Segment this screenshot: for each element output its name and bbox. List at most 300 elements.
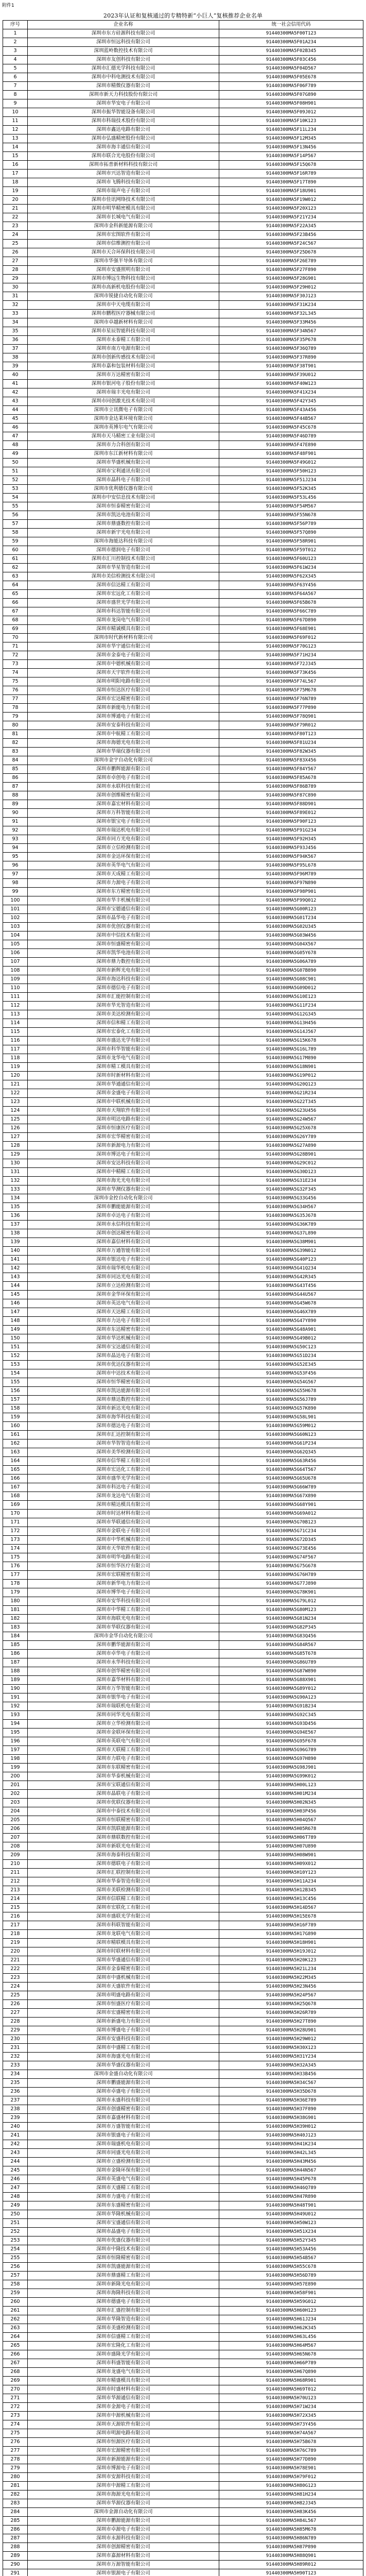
company-name-cell: 深圳市力达电子有限公司 xyxy=(28,1317,219,1326)
serial-number-cell: 150 xyxy=(3,1334,28,1343)
table-row xyxy=(3,958,363,967)
table-row xyxy=(3,1755,363,1764)
serial-number-cell: 90 xyxy=(3,809,28,818)
credit-code-cell: 91440300MA5F31K234 xyxy=(219,301,363,310)
table-row xyxy=(3,2123,363,2131)
company-name-cell: 深圳市卓源电子有限公司 xyxy=(28,2526,219,2534)
serial-number-cell: 230 xyxy=(3,2035,28,2044)
company-name-cell: 深圳市恒联精密有限公司 xyxy=(28,1816,219,1825)
table-row xyxy=(3,818,363,826)
serial-number-cell: 158 xyxy=(3,1404,28,1413)
table-row xyxy=(3,2184,363,2193)
table-row xyxy=(3,1842,363,1851)
credit-code-cell: 91440300MA5H13C456 xyxy=(219,1895,363,1904)
table-row xyxy=(3,2193,363,2201)
serial-number-cell: 23 xyxy=(3,222,28,231)
credit-code-cell: 91440300MA5G39N012 xyxy=(219,1247,363,1256)
company-name-cell: 深圳市华隆智造有限公司 xyxy=(28,2315,219,2324)
company-name-cell: 深圳市中科电测技术有限公司 xyxy=(28,73,219,82)
serial-number-cell: 134 xyxy=(3,1194,28,1203)
serial-number-cell: 165 xyxy=(3,1466,28,1475)
table-row xyxy=(3,870,363,879)
serial-number-cell: 163 xyxy=(3,1448,28,1457)
company-name-cell: 深圳市华宇通信有限公司 xyxy=(28,642,219,651)
table-row xyxy=(3,213,363,222)
credit-code-cell: 91440300MA5H32A345 xyxy=(219,2061,363,2070)
credit-code-cell: 91440300MA5F45C678 xyxy=(219,423,363,432)
credit-code-cell: 91440300MA5F39U012 xyxy=(219,371,363,380)
table-row xyxy=(3,642,363,651)
table-row xyxy=(3,275,363,283)
credit-code-cell: 91440300MA5F34N567 xyxy=(219,327,363,336)
credit-code-cell: 91440300MA5G24W567 xyxy=(219,1115,363,1124)
company-name-cell: 深圳市鹏盛能源有限公司 xyxy=(28,2079,219,2088)
company-name-cell: 深圳市金达环保有限公司 xyxy=(28,853,219,861)
serial-number-cell: 202 xyxy=(3,1790,28,1799)
document-title: 2023年认证和复核通过的专精特新“小巨人”复核推荐企业名单 xyxy=(103,12,263,19)
company-name-cell: 深圳市恒源医疗有限公司 xyxy=(28,2438,219,2447)
company-name-cell: 深圳市金联电子有限公司 xyxy=(28,1527,219,1536)
serial-number-cell: 277 xyxy=(3,2447,28,2455)
credit-code-cell: 91440300MA5H01M234 xyxy=(219,1790,363,1799)
credit-code-cell: 91440300MA5G05Y678 xyxy=(219,949,363,958)
table-row xyxy=(3,2245,363,2254)
serial-number-cell: 276 xyxy=(3,2438,28,2447)
credit-code-cell: 91440300MA5H42L345 xyxy=(219,2149,363,2158)
serial-number-cell: 84 xyxy=(3,756,28,765)
company-name-cell: 深圳市海联光电有限公司 xyxy=(28,1615,219,1623)
table-row xyxy=(3,2079,363,2088)
company-name-cell: 深圳市晶华电子有限公司 xyxy=(28,914,219,923)
serial-number-cell: 66 xyxy=(3,599,28,607)
company-name-cell: 深圳市中泰技术有限公司 xyxy=(28,1807,219,1816)
table-row xyxy=(3,739,363,748)
company-name-cell: 深圳市银盛电子有限公司 xyxy=(28,2131,219,2140)
company-name-cell: 深圳市新盛电力有限公司 xyxy=(28,2018,219,2026)
company-name-cell: 深圳市科达智能有限公司 xyxy=(28,607,219,616)
company-name-cell: 深圳市嘉宏材料有限公司 xyxy=(28,800,219,809)
serial-number-cell: 127 xyxy=(3,1133,28,1142)
credit-code-cell: 91440300MA5F06F789 xyxy=(219,82,363,91)
credit-code-cell: 91440300MA5H08W901 xyxy=(219,1851,363,1860)
company-name-cell: 深圳市鹏程医疗器械有限公司 xyxy=(28,310,219,318)
credit-code-cell: 91440300MA5G64T567 xyxy=(219,1466,363,1475)
serial-number-cell: 196 xyxy=(3,1737,28,1746)
table-body xyxy=(3,29,363,2576)
serial-number-cell: 252 xyxy=(3,2228,28,2236)
company-name-cell: 深圳市优联仪器有限公司 xyxy=(28,1799,219,1807)
serial-number-cell: 44 xyxy=(3,406,28,415)
company-name-cell: 深圳市华盛通信有限公司 xyxy=(28,1956,219,1965)
company-name-cell: 深圳市宏联化工有限公司 xyxy=(28,1904,219,1912)
table-row xyxy=(3,537,363,546)
company-name-cell: 深圳市晶盛电子有限公司 xyxy=(28,2228,219,2236)
serial-number-cell: 143 xyxy=(3,1273,28,1282)
credit-code-cell: 91440300MA5G84R567 xyxy=(219,1641,363,1650)
company-name-cell: 深圳市恒康医疗有限公司 xyxy=(28,1124,219,1133)
serial-number-cell: 33 xyxy=(3,310,28,318)
company-name-cell: 深圳市华泰智造有限公司 xyxy=(28,1877,219,1886)
credit-code-cell: 91440300MA5F67D890 xyxy=(219,616,363,625)
table-row xyxy=(3,2026,363,2035)
table-row xyxy=(3,1273,363,1282)
credit-code-cell: 91440300MA5H26R789 xyxy=(219,2009,363,2018)
serial-number-cell: 64 xyxy=(3,581,28,590)
credit-code-cell: 91440300MA5G47Y890 xyxy=(219,1317,363,1326)
serial-number-cell: 83 xyxy=(3,748,28,756)
credit-code-cell: 91440300MA5F44B567 xyxy=(219,415,363,423)
serial-number-cell: 260 xyxy=(3,2298,28,2307)
serial-number-cell: 235 xyxy=(3,2079,28,2088)
company-name-cell: 深圳市明华精密模具有限公司 xyxy=(28,205,219,213)
company-name-cell: 深圳市瑞联机电有限公司 xyxy=(28,1702,219,1711)
serial-number-cell: 4 xyxy=(3,56,28,64)
company-name-cell: 深圳市嘉盛材料有限公司 xyxy=(28,2114,219,2123)
serial-number-cell: 128 xyxy=(3,1142,28,1150)
table-row xyxy=(3,1536,363,1545)
table-row xyxy=(3,1869,363,1877)
company-name-cell: 深圳市佳讯网络技术有限公司 xyxy=(28,196,219,205)
credit-code-cell: 91440300MA5H16F789 xyxy=(219,1921,363,1930)
company-name-cell: 深圳市海华科技有限公司 xyxy=(28,1413,219,1422)
credit-code-cell: 91440300MA5H10Y123 xyxy=(219,1869,363,1877)
serial-number-cell: 234 xyxy=(3,2070,28,2079)
table-row xyxy=(3,1378,363,1387)
company-name-cell: 深圳市龙盛电气有限公司 xyxy=(28,2368,219,2377)
table-row xyxy=(3,2412,363,2420)
serial-number-cell: 237 xyxy=(3,2096,28,2105)
table-row xyxy=(3,1545,363,1553)
company-name-cell: 深圳市新天力科技股份有限公司 xyxy=(28,91,219,99)
serial-number-cell: 156 xyxy=(3,1387,28,1396)
credit-code-cell: 91440300MA5G81N234 xyxy=(219,1615,363,1623)
table-row xyxy=(3,2166,363,2175)
serial-number-cell: 153 xyxy=(3,1361,28,1369)
company-name-cell: 深圳市友创科技有限公司 xyxy=(28,56,219,64)
serial-number-cell: 195 xyxy=(3,1728,28,1737)
table-row xyxy=(3,1956,363,1965)
credit-code-cell: 91440300MA5G62Q345 xyxy=(219,1448,363,1457)
serial-number-cell: 111 xyxy=(3,993,28,1002)
table-row xyxy=(3,677,363,686)
company-name-cell: 深圳市嘉源材料有限公司 xyxy=(28,2552,219,2561)
company-name-cell: 深圳市中华机械有限公司 xyxy=(28,1536,219,1545)
credit-code-cell: 91440300MA5H12B345 xyxy=(219,1886,363,1895)
serial-number-cell: 82 xyxy=(3,739,28,748)
table-row xyxy=(3,800,363,809)
credit-code-cell: 91440300MA5F05E678 xyxy=(219,73,363,82)
table-row xyxy=(3,170,363,178)
table-row xyxy=(3,1825,363,1834)
serial-number-cell: 86 xyxy=(3,774,28,783)
serial-number-cell: 207 xyxy=(3,1834,28,1842)
serial-number-cell: 185 xyxy=(3,1641,28,1650)
credit-code-cell: 91440300MA5G26Y789 xyxy=(219,1133,363,1142)
serial-number-cell: 179 xyxy=(3,1588,28,1597)
table-row xyxy=(3,64,363,73)
table-row xyxy=(3,2280,363,2289)
credit-code-cell: 91440300MA5H17G890 xyxy=(219,1930,363,1939)
table-row xyxy=(3,2359,363,2368)
serial-number-cell: 283 xyxy=(3,2499,28,2508)
credit-code-cell: 91440300MA5H37F890 xyxy=(219,2105,363,2114)
company-name-cell: 深圳市美信检测技术有限公司 xyxy=(28,572,219,581)
company-name-cell: 深圳市龙联电气有限公司 xyxy=(28,1930,219,1939)
serial-number-cell: 220 xyxy=(3,1947,28,1956)
credit-code-cell: 91440300MA5F04D567 xyxy=(219,64,363,73)
company-name-cell: 深圳市华源通信有限公司 xyxy=(28,2394,219,2403)
company-name-cell: 深圳市立讯微电子有限公司 xyxy=(28,406,219,415)
serial-number-cell: 85 xyxy=(3,765,28,774)
credit-code-cell: 91440300MA5F77P890 xyxy=(219,704,363,713)
company-name-cell: 深圳市金联环保有限公司 xyxy=(28,1728,219,1737)
serial-number-cell: 21 xyxy=(3,205,28,213)
serial-number-cell: 8 xyxy=(3,91,28,99)
serial-number-cell: 54 xyxy=(3,494,28,502)
company-name-cell: 深圳市万达精密有限公司 xyxy=(28,371,219,380)
table-row xyxy=(3,2131,363,2140)
table-row xyxy=(3,108,363,117)
company-name-cell: 深圳市晶联电子有限公司 xyxy=(28,1790,219,1799)
credit-code-cell: 91440300MA5G72D345 xyxy=(219,1536,363,1545)
serial-number-cell: 238 xyxy=(3,2105,28,2114)
table-row xyxy=(3,1860,363,1869)
serial-number-cell: 81 xyxy=(3,730,28,739)
credit-code-cell: 91440300MA5F54M567 xyxy=(219,502,363,511)
table-row xyxy=(3,1562,363,1571)
credit-code-cell: 91440300MA5F33M456 xyxy=(219,318,363,327)
credit-code-cell: 91440300MA5F78Q901 xyxy=(219,713,363,721)
credit-code-cell: 91440300MA5G12G345 xyxy=(219,1010,363,1019)
table-row xyxy=(3,1475,363,1483)
serial-number-cell: 183 xyxy=(3,1623,28,1632)
credit-code-cell: 91440300MA5H41K234 xyxy=(219,2140,363,2149)
credit-code-cell: 91440300MA5H53A456 xyxy=(219,2245,363,2254)
credit-code-cell: 91440300MA5G53F456 xyxy=(219,1369,363,1378)
company-name-cell: 深圳市信联精工有限公司 xyxy=(28,1895,219,1904)
company-name-cell: 深圳市精联模具有限公司 xyxy=(28,1939,219,1947)
credit-code-cell: 91440300MA5F53L456 xyxy=(219,494,363,502)
credit-code-cell: 91440300MA5G40P123 xyxy=(219,1256,363,1264)
credit-code-cell: 91440300MA5G11F234 xyxy=(219,1002,363,1010)
table-row xyxy=(3,397,363,406)
table-row xyxy=(3,1606,363,1615)
credit-code-cell: 91440300MA5F40W123 xyxy=(219,380,363,388)
table-row xyxy=(3,914,363,923)
serial-number-cell: 154 xyxy=(3,1369,28,1378)
company-name-cell: 深圳市宏源精密有限公司 xyxy=(28,2447,219,2455)
credit-code-cell: 91440300MA5F59T012 xyxy=(219,546,363,555)
serial-number-cell: 284 xyxy=(3,2508,28,2517)
credit-code-cell: 91440300MA5F73K456 xyxy=(219,669,363,677)
credit-code-cell: 91440300MA5H56D789 xyxy=(219,2272,363,2280)
credit-code-cell: 91440300MA5H28U901 xyxy=(219,2026,363,2035)
company-name-cell: 深圳市创盛精密有限公司 xyxy=(28,2105,219,2114)
table-row xyxy=(3,2201,363,2210)
company-name-cell: 深圳市中天电缆有限公司 xyxy=(28,301,219,310)
company-name-cell: 深圳市信和精工有限公司 xyxy=(28,1019,219,1028)
company-name-cell: 深圳市信达精工有限公司 xyxy=(28,581,219,590)
serial-number-cell: 173 xyxy=(3,1536,28,1545)
table-row xyxy=(3,826,363,835)
serial-number-cell: 174 xyxy=(3,1545,28,1553)
serial-number-cell: 216 xyxy=(3,1912,28,1921)
credit-code-cell: 91440300MA5F57Q890 xyxy=(219,529,363,537)
company-name-cell: 深圳市华隆机械有限公司 xyxy=(28,2210,219,2219)
serial-number-cell: 251 xyxy=(3,2219,28,2228)
credit-code-cell: 91440300MA5F10K123 xyxy=(219,117,363,126)
company-name-cell: 深圳市汇联控制有限公司 xyxy=(28,1869,219,1877)
table-row xyxy=(3,940,363,949)
serial-number-cell: 122 xyxy=(3,1089,28,1098)
table-row xyxy=(3,1483,363,1492)
table-row xyxy=(3,345,363,353)
serial-number-cell: 254 xyxy=(3,2245,28,2254)
serial-number-cell: 172 xyxy=(3,1527,28,1536)
serial-number-cell: 285 xyxy=(3,2517,28,2526)
serial-number-cell: 188 xyxy=(3,1667,28,1676)
credit-code-cell: 91440300MA5F55N678 xyxy=(219,511,363,520)
credit-code-cell: 91440300MA5G55H678 xyxy=(219,1387,363,1396)
credit-code-cell: 91440300MA5H15E678 xyxy=(219,1912,363,1921)
table-row xyxy=(3,2526,363,2534)
credit-code-cell: 91440300MA5H19J012 xyxy=(219,1947,363,1956)
table-row xyxy=(3,923,363,931)
serial-number-cell: 141 xyxy=(3,1256,28,1264)
table-row xyxy=(3,2534,363,2543)
company-name-cell: 深圳市鼎盛数控有限公司 xyxy=(28,520,219,529)
table-row xyxy=(3,1448,363,1457)
credit-code-cell: 91440300MA5F83X456 xyxy=(219,756,363,765)
company-name-cell: 深圳市优达仪器有限公司 xyxy=(28,1361,219,1369)
table-row xyxy=(3,993,363,1002)
serial-number-cell: 22 xyxy=(3,213,28,222)
credit-code-cell: 91440300MA5G90A123 xyxy=(219,1693,363,1702)
serial-number-cell: 180 xyxy=(3,1597,28,1606)
serial-number-cell: 108 xyxy=(3,967,28,975)
serial-number-cell: 6 xyxy=(3,73,28,82)
company-name-cell: 深圳市博达电子有限公司 xyxy=(28,1150,219,1159)
company-name-cell: 深圳市东方硅源科技有限公司 xyxy=(28,29,219,38)
serial-number-cell: 100 xyxy=(3,896,28,905)
credit-code-cell: 91440300MA5F26E789 xyxy=(219,257,363,266)
serial-number-cell: 160 xyxy=(3,1422,28,1431)
table-row xyxy=(3,511,363,520)
table-row xyxy=(3,205,363,213)
credit-code-cell: 91440300MA5F68E901 xyxy=(219,625,363,634)
credit-code-cell: 91440300MA5F27F890 xyxy=(219,266,363,275)
table-row xyxy=(3,967,363,975)
company-name-cell: 深圳市中航精工有限公司 xyxy=(28,730,219,739)
serial-number-cell: 3 xyxy=(3,47,28,56)
serial-number-cell: 110 xyxy=(3,984,28,993)
serial-number-cell: 95 xyxy=(3,853,28,861)
credit-code-cell: 91440300MA5F88D901 xyxy=(219,800,363,809)
table-row xyxy=(3,1264,363,1273)
credit-code-cell: 91440300MA5H66P789 xyxy=(219,2359,363,2368)
serial-number-cell: 116 xyxy=(3,1037,28,1045)
serial-number-cell: 121 xyxy=(3,1080,28,1089)
company-name-cell: 深圳市海达科技有限公司 xyxy=(28,975,219,984)
table-row xyxy=(3,1299,363,1308)
credit-code-cell: 91440300MA5G52E345 xyxy=(219,1361,363,1369)
credit-code-cell: 91440300MA5F71H234 xyxy=(219,651,363,660)
serial-number-cell: 136 xyxy=(3,1212,28,1221)
credit-code-cell: 91440300MA5F03C456 xyxy=(219,56,363,64)
serial-number-cell: 261 xyxy=(3,2307,28,2315)
table-row xyxy=(3,1711,363,1720)
table-row xyxy=(3,1632,363,1641)
company-name-cell: 深圳市英博尔电气有限公司 xyxy=(28,423,219,432)
serial-number-cell: 14 xyxy=(3,143,28,152)
table-row xyxy=(3,240,363,248)
table-row xyxy=(3,1799,363,1807)
company-name-cell: 深圳市海泰科技有限公司 xyxy=(28,1851,219,1860)
table-row xyxy=(3,1203,363,1212)
company-name-cell: 深圳市恒达医疗有限公司 xyxy=(28,686,219,695)
table-row xyxy=(3,2342,363,2350)
credit-code-cell: 91440300MA5G59M012 xyxy=(219,1422,363,1431)
company-name-cell: 深圳市晶达电子有限公司 xyxy=(28,1352,219,1361)
company-name-cell: 深圳市星辰智能科技有限公司 xyxy=(28,327,219,336)
table-row xyxy=(3,266,363,275)
table-row xyxy=(3,2490,363,2499)
serial-number-cell: 208 xyxy=(3,1842,28,1851)
table-row xyxy=(3,1107,363,1115)
serial-number-cell: 270 xyxy=(3,2385,28,2394)
table-row xyxy=(3,1720,363,1728)
company-name-cell: 深圳市盛隆光学有限公司 xyxy=(28,2350,219,2359)
company-name-cell: 深圳市英达电气有限公司 xyxy=(28,1299,219,1308)
credit-code-cell: 91440300MA5F35P678 xyxy=(219,336,363,345)
serial-number-cell: 290 xyxy=(3,2561,28,2569)
table-row xyxy=(3,1002,363,1010)
table-row xyxy=(3,1352,363,1361)
company-name-cell: 深圳市汇达控制有限公司 xyxy=(28,1431,219,1439)
table-row xyxy=(3,82,363,91)
credit-code-cell: 91440300MA5G83Q456 xyxy=(219,1632,363,1641)
credit-code-cell: 91440300MA5G44U567 xyxy=(219,1291,363,1299)
credit-code-cell: 91440300MA5H71W234 xyxy=(219,2403,363,2412)
serial-number-cell: 204 xyxy=(3,1807,28,1816)
table-row xyxy=(3,1693,363,1702)
serial-number-cell: 124 xyxy=(3,1107,28,1115)
company-name-cell: 深圳市天盛精工有限公司 xyxy=(28,2184,219,2193)
serial-number-cell: 214 xyxy=(3,1895,28,1904)
table-row xyxy=(3,1764,363,1772)
credit-code-cell: 91440300MA5F58R901 xyxy=(219,537,363,546)
credit-code-cell: 91440300MA5F43A456 xyxy=(219,406,363,415)
serial-number-cell: 139 xyxy=(3,1238,28,1247)
credit-code-cell: 91440300MA5G43T456 xyxy=(219,1282,363,1291)
table-row xyxy=(3,1553,363,1562)
company-name-cell: 深圳市同盛光电有限公司 xyxy=(28,2149,219,2158)
serial-number-cell: 171 xyxy=(3,1518,28,1527)
serial-number-cell: 170 xyxy=(3,1510,28,1518)
credit-code-cell: 91440300MA5G78K901 xyxy=(219,1588,363,1597)
table-row xyxy=(3,783,363,791)
company-name-cell: 深圳市瑞丰光电有限公司 xyxy=(28,388,219,397)
table-row xyxy=(3,1834,363,1842)
table-row xyxy=(3,126,363,134)
company-name-cell: 深圳市海隆科技有限公司 xyxy=(28,2289,219,2298)
credit-code-cell: 91440300MA5F25D678 xyxy=(219,248,363,257)
table-row xyxy=(3,1807,363,1816)
table-row xyxy=(3,310,363,318)
table-row xyxy=(3,809,363,818)
serial-number-cell: 241 xyxy=(3,2131,28,2140)
company-name-cell: 深圳市华源仪器有限公司 xyxy=(28,2499,219,2508)
